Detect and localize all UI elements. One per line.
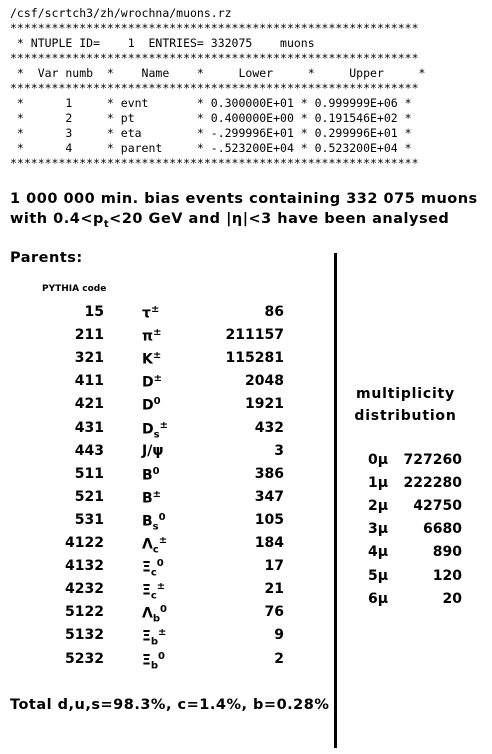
summary-line-2 — [10, 211, 449, 230]
multiplicity-title-line-2: distribution — [354, 408, 457, 424]
particle-symbol-base: Ξ — [142, 629, 151, 646]
muon-count: 386 — [254, 465, 284, 482]
particle-superscript: ± — [156, 581, 166, 593]
multiplicity-title — [348, 383, 463, 427]
particle-superscript: ± — [152, 488, 162, 500]
particle-symbol-base: J/ψ — [142, 442, 164, 459]
particle-superscript: ± — [158, 627, 167, 639]
particle-subscript: c — [152, 544, 159, 556]
parent-row — [0, 512, 300, 534]
multiplicity-row — [340, 475, 480, 497]
multiplicity-label: 2μ — [368, 498, 389, 515]
parent-row — [0, 627, 300, 649]
parent-row — [0, 396, 300, 418]
parent-row — [0, 535, 300, 557]
multiplicity-label: 6μ — [368, 590, 389, 607]
particle-symbol-base: D — [142, 374, 154, 391]
particle-symbol-base: B — [142, 490, 153, 507]
parent-row — [0, 466, 300, 488]
ntuple-listing: *********************************************************** * NTUPLE ID= 1 ENTRIES= 332075 muons *********************************************************** * Var numb * Name * Lower * Upper * *********************************************************** * 1 * evnt * 0.300000E+01 * 0.999999E+06 * * 2 * pt * 0.400000E+00 * 0.191546E+02 * * 3 * eta * -.299996E+01 * 0.299996E+01 * * 4 * parent * -.523200E+04 * 0.523200E+04 * *********************************************************** — [10, 21, 426, 170]
parent-row — [0, 489, 300, 511]
pythia-code: 421 — [74, 396, 104, 413]
pythia-code: 511 — [74, 465, 104, 482]
muon-count: 184 — [254, 535, 284, 551]
summary-pre: with 0.4<p — [10, 211, 104, 227]
particle-superscript: 0 — [158, 511, 166, 523]
particle-symbol-base: D — [142, 421, 154, 438]
multiplicity-label: 5μ — [368, 567, 389, 584]
particle-symbol-base: Ξ — [142, 652, 151, 669]
summary-post: <20 GeV and |η|<3 have been analysed — [109, 211, 450, 227]
particle-symbol — [142, 512, 166, 532]
particle-symbol — [142, 535, 167, 555]
particle-superscript: ± — [152, 350, 162, 362]
multiplicity-row — [340, 568, 480, 590]
pythia-code: 531 — [74, 511, 104, 528]
pythia-code: 411 — [74, 373, 104, 390]
muon-count: 2 — [274, 650, 284, 667]
particle-subscript: s — [152, 521, 159, 533]
multiplicity-label: 1μ — [368, 475, 389, 492]
particle-symbol — [142, 627, 166, 647]
particle-symbol — [142, 350, 161, 368]
muon-count: 105 — [254, 511, 284, 528]
particle-subscript: c — [150, 567, 157, 579]
particle-superscript: 0 — [152, 465, 160, 477]
muon-count: 211157 — [225, 327, 284, 344]
parent-row — [0, 373, 300, 395]
pythia-code: 5132 — [65, 627, 104, 644]
multiplicity-label: 0μ — [368, 452, 389, 468]
pythia-code: 321 — [74, 350, 104, 367]
pythia-code: 15 — [84, 304, 104, 320]
pythia-code: 431 — [74, 419, 104, 436]
parent-row — [0, 443, 300, 465]
pythia-code: 5122 — [65, 604, 104, 621]
pythia-code: 5232 — [65, 650, 104, 667]
particle-superscript: 0 — [160, 604, 167, 616]
muon-count: 21 — [264, 581, 284, 598]
multiplicity-value: 120 — [432, 567, 462, 584]
particle-superscript: ± — [150, 304, 160, 315]
particle-symbol — [142, 420, 168, 440]
summary-line-1: 1 000 000 min. bias events containing 332 075 muons — [10, 191, 478, 207]
muon-count: 432 — [254, 419, 284, 436]
particle-superscript: 0 — [158, 650, 165, 662]
particle-subscript: b — [150, 636, 159, 648]
vertical-divider — [334, 253, 337, 748]
multiplicity-value: 6680 — [423, 521, 462, 538]
pythia-code-header: PYTHIA code — [42, 284, 107, 294]
parent-row — [0, 304, 300, 326]
multiplicity-value: 727260 — [403, 452, 462, 468]
particle-superscript: 0 — [153, 396, 161, 408]
particle-superscript: ± — [158, 535, 168, 546]
particle-subscript: b — [152, 613, 161, 625]
parent-row — [0, 581, 300, 603]
particle-subscript: b — [150, 659, 159, 671]
file-path: /csf/scrtch3/zh/wrochna/muons.rz — [10, 6, 232, 20]
muon-count: 9 — [274, 627, 284, 644]
pythia-code: 443 — [74, 442, 104, 459]
particle-symbol-base: B — [142, 513, 153, 530]
multiplicity-row — [340, 452, 480, 474]
muon-count: 17 — [264, 558, 284, 575]
parent-row — [0, 327, 300, 349]
muon-count: 76 — [264, 604, 284, 621]
multiplicity-label: 4μ — [368, 544, 389, 561]
particle-symbol — [142, 327, 161, 345]
muon-count: 86 — [264, 304, 284, 320]
particle-symbol-base: D — [142, 398, 154, 415]
particle-superscript: ± — [159, 419, 168, 431]
particle-symbol-base: Ξ — [142, 559, 151, 576]
multiplicity-value: 42750 — [413, 498, 462, 515]
particle-symbol — [142, 651, 165, 671]
summary-sub: t — [103, 218, 110, 230]
multiplicity-title-line-1: multiplicity — [356, 386, 455, 402]
multiplicity-row — [340, 544, 480, 566]
multiplicity-value: 890 — [432, 544, 462, 561]
pythia-code: 521 — [74, 488, 104, 505]
multiplicity-row — [340, 498, 480, 520]
parent-row — [0, 604, 300, 626]
multiplicity-label: 3μ — [368, 521, 389, 538]
particle-subscript: s — [153, 428, 160, 440]
parent-row — [0, 651, 300, 673]
parent-row — [0, 350, 300, 372]
particle-superscript: ± — [153, 327, 162, 339]
muon-count: 115281 — [225, 350, 284, 367]
pythia-code: 4232 — [65, 581, 104, 598]
particle-symbol-base: B — [142, 467, 153, 484]
particle-subscript: c — [150, 590, 157, 602]
particle-symbol — [142, 558, 164, 578]
particle-symbol-base: Ξ — [142, 582, 151, 599]
pythia-code: 4122 — [65, 535, 104, 551]
particle-superscript: 0 — [156, 558, 164, 570]
particle-symbol — [142, 443, 163, 459]
muon-count: 1921 — [245, 396, 284, 413]
particle-symbol — [142, 396, 161, 414]
multiplicity-row — [340, 591, 480, 613]
particle-symbol — [142, 304, 159, 322]
pythia-code: 4132 — [65, 558, 104, 575]
muon-count: 347 — [254, 488, 284, 505]
particle-symbol-base: τ — [142, 305, 151, 322]
particle-symbol — [142, 373, 162, 391]
muon-count: 3 — [274, 442, 284, 459]
particle-symbol — [142, 466, 160, 484]
particle-symbol-base: Λ — [142, 536, 153, 553]
muon-count: 2048 — [245, 373, 284, 390]
particle-symbol — [142, 604, 167, 624]
multiplicity-value: 20 — [442, 590, 462, 607]
particle-symbol — [142, 581, 165, 601]
multiplicity-row — [340, 521, 480, 543]
parents-title: Parents: — [10, 250, 83, 266]
total-fractions: Total d,u,s=98.3%, c=1.4%, b=0.28% — [10, 697, 330, 713]
parent-row — [0, 558, 300, 580]
particle-symbol — [142, 489, 161, 507]
multiplicity-value: 222280 — [403, 475, 462, 492]
particle-symbol-base: Λ — [142, 605, 153, 622]
particle-symbol-base: K — [142, 351, 153, 368]
particle-symbol-base: π — [142, 328, 154, 345]
particle-superscript: ± — [153, 373, 163, 385]
pythia-code: 211 — [74, 327, 104, 344]
parent-row — [0, 420, 300, 442]
